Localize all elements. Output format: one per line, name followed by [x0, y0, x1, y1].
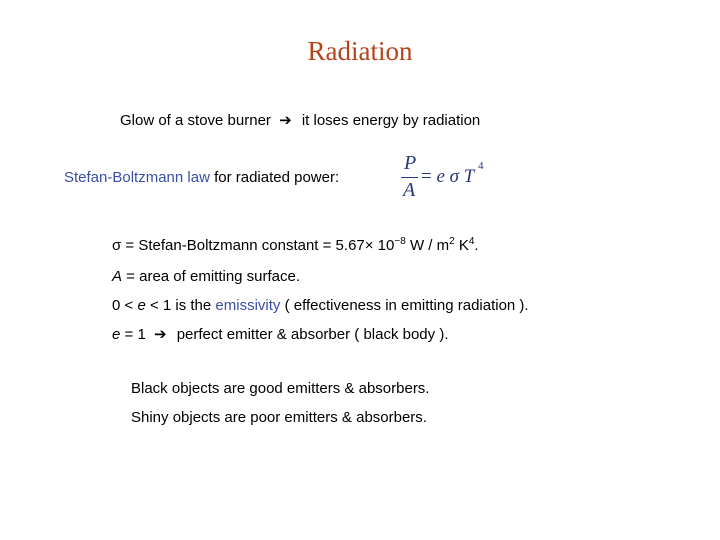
formula-sigma: σ	[444, 166, 464, 187]
perfect-emitter-line	[112, 325, 448, 345]
sigma-definition	[112, 236, 479, 256]
formula-denominator: A	[403, 179, 416, 201]
emissivity-term: emissivity	[215, 297, 281, 314]
sigma-unit-k: K	[454, 237, 469, 254]
intro-line	[120, 111, 480, 131]
sigma-text: = Stefan-Boltzmann constant = 5.67× 10	[121, 237, 395, 254]
emissivity-prefix: 0 <	[112, 297, 138, 314]
area-var: A	[112, 268, 123, 285]
perfect-var: e	[112, 326, 121, 343]
note-black-objects: Black objects are good emitters & absorbers.	[131, 380, 430, 397]
emissivity-definition	[112, 296, 529, 316]
formula-rhs	[421, 166, 474, 188]
emissivity-var: e	[137, 297, 146, 314]
intro-text-2: it loses energy by radiation	[301, 112, 481, 129]
perfect-rest: perfect emitter & absorber ( black body ).	[176, 326, 449, 343]
emissivity-middle: < 1 is the	[145, 297, 216, 314]
law-line	[64, 168, 339, 188]
sigma-end: .	[474, 237, 479, 254]
area-definition	[112, 267, 300, 287]
sigma-unit-exp-2: 4	[468, 236, 475, 247]
right-arrow-icon: ➔	[153, 326, 167, 343]
law-name: Stefan-Boltzmann law	[64, 169, 210, 186]
law-rest: for radiated power:	[209, 169, 340, 186]
sigma-symbol: σ	[112, 237, 122, 254]
formula-e: e	[436, 166, 445, 187]
sigma-exponent: −8	[394, 236, 406, 247]
slide-title: Radiation	[307, 36, 413, 66]
sigma-unit: W / m	[405, 237, 450, 254]
right-arrow-icon: ➔	[279, 112, 292, 129]
stefan-boltzmann-formula	[398, 150, 498, 206]
emissivity-suffix: ( effectiveness in emitting radiation ).	[280, 297, 529, 314]
formula-numerator: P	[404, 152, 417, 174]
note-shiny-objects: Shiny objects are poor emitters & absorbers.	[131, 409, 427, 426]
intro-text-1: Glow of a stove burner	[120, 112, 271, 129]
fraction-bar	[401, 177, 418, 178]
area-text: = area of emitting surface.	[122, 268, 301, 285]
formula-equals: =	[421, 166, 437, 187]
sigma-unit-exp-1: 2	[449, 236, 455, 247]
perfect-text: = 1	[120, 326, 146, 343]
formula-T: T	[463, 166, 475, 187]
formula-exponent: 4	[478, 160, 484, 172]
